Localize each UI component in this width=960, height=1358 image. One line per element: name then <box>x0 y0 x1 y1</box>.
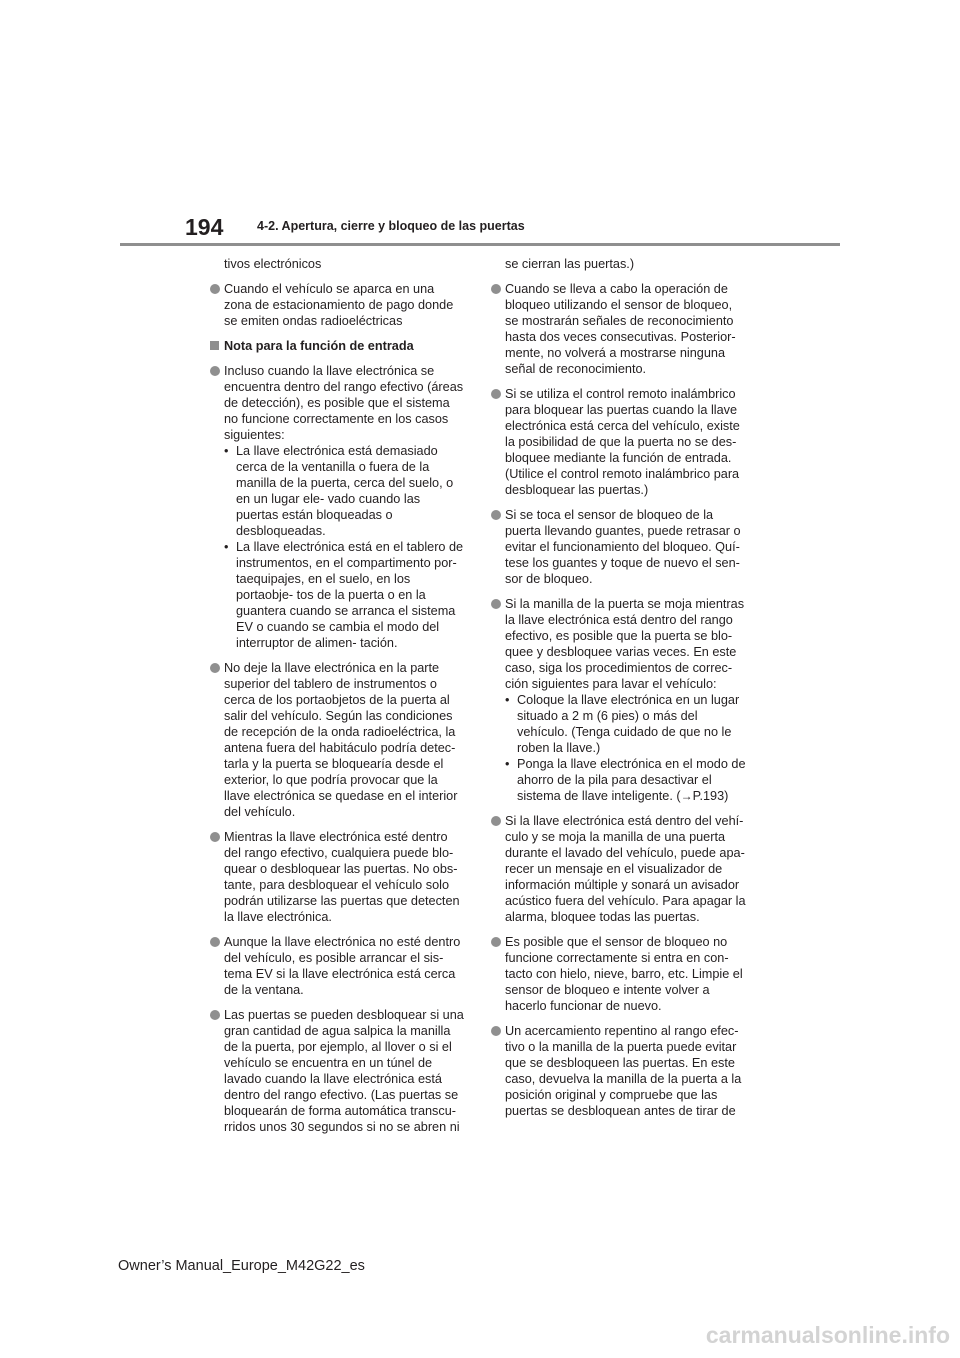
arrow-right-icon: → <box>680 789 693 803</box>
sub-item <box>505 692 746 756</box>
bullet-item <box>210 829 465 925</box>
section-title: 4-2. Apertura, cierre y bloqueo de las puertas <box>257 219 525 233</box>
bullet-text: Si la llave electrónica está dentro del vehí- culo y se moja la manilla de una puerta durante el lavado del vehículo, puede apa- recer un mensaje en el visualizador de información múltiple y sonará un avisador acústico fuera del vehículo. Para apagar la alarma, bloquee todas las puertas. <box>505 814 746 924</box>
sub-item-text: Coloque la llave electrónica en un lugar situado a 2 m (6 pies) o más del vehículo. (Tenga cuidado de que no le roben la llave.) <box>517 693 740 755</box>
bullet-dot-icon <box>210 366 220 376</box>
bullet-dot-icon <box>491 816 501 826</box>
heading-text: Nota para la función de entrada <box>224 339 414 353</box>
bullet-dot-icon <box>491 599 501 609</box>
bullet-item <box>210 281 465 329</box>
sub-bullet-icon: • <box>505 757 510 771</box>
header-divider <box>120 243 840 246</box>
bullet-item <box>210 660 465 820</box>
continued-text: tivos electrónicos <box>224 257 322 271</box>
bullet-dot-icon <box>210 832 220 842</box>
bullet-item <box>491 1023 746 1119</box>
bullet-text: Cuando el vehículo se aparca en una zona de estacionamiento de pago donde se emiten ondas radioeléctricas <box>224 282 454 328</box>
bullet-text: Mientras la llave electrónica esté dentro del rango efectivo, cualquiera puede blo- quear o desbloquear las puertas. No obs- tante, para desbloquear el vehículo solo podrán utilizarse las puertas que detecten la llave electrónica. <box>224 830 460 924</box>
sub-item-text: La llave electrónica está demasiado cerca de la ventanilla o fuera de la manilla de la puerta, cerca del suelo, o en un lugar ele- vado cuando las puertas están bloqueadas o desbloqueadas. <box>236 444 454 538</box>
sub-item <box>224 539 465 651</box>
bullet-dot-icon <box>491 389 501 399</box>
bullet-text: Incluso cuando la llave electrónica se encuentra dentro del rango efectivo (áreas de detección), es posible que el sistema no funcione correctamente en los casos siguientes: <box>224 364 464 442</box>
bullet-item <box>491 813 746 925</box>
bullet-item <box>491 934 746 1014</box>
bullet-item <box>210 363 465 651</box>
bullet-dot-icon <box>491 510 501 520</box>
bullet-dot-icon <box>210 663 220 673</box>
bullet-dot-icon <box>491 284 501 294</box>
left-column <box>210 256 465 1144</box>
bullet-dot-icon <box>210 1010 220 1020</box>
manual-id-footer: Owner’s Manual_Europe_M42G22_es <box>118 1258 365 1274</box>
bullet-text: Si se utiliza el control remoto inalámbrico para bloquear las puertas cuando la llave electrónica está cerca del vehículo, existe la posibilidad de que la puerta no se des- bloquee mediante la función de entrada. (Utilice el control remoto inalámbrico para desbloquear las puertas.) <box>505 387 740 497</box>
bullet-text: Es posible que el sensor de bloqueo no funcione correctamente si entra en con- tacto con hielo, nieve, barro, etc. Limpie el sensor de bloqueo e intente volver a hacerlo funcionar de nuevo. <box>505 935 743 1013</box>
bullet-text: Un acercamiento repentino al rango efec- tivo o la manilla de la puerta puede evitar que se desbloqueen las puertas. En este caso, devuelva la manilla de la puerta a la posición original y compruebe que las puertas se desbloquean antes de tirar de <box>505 1024 742 1118</box>
continued-text: se cierran las puertas.) <box>505 257 635 271</box>
bullet-item <box>210 934 465 998</box>
watermark-logo: carmanualsonline.info <box>705 1322 950 1348</box>
sub-bullet-icon: • <box>224 444 229 458</box>
page-number: 194 <box>185 214 224 240</box>
right-column <box>491 256 746 1128</box>
bullet-item <box>491 281 746 377</box>
bullet-item <box>491 507 746 587</box>
sub-item <box>505 756 746 804</box>
page-reference-link[interactable]: P.193 <box>692 789 725 803</box>
section-heading <box>210 338 465 354</box>
bullet-text: Aunque la llave electrónica no esté dentro del vehículo, es posible arrancar el sis- tema EV si la llave electrónica está cerca de la ventana. <box>224 935 461 997</box>
sub-item-text: La llave electrónica está en el tablero de instrumentos, en el compartimento por- taequipajes, en el suelo, en los portaobje- tos de la puerta o en la guantera cuando se arranca el sistema EV o cuando se cambia el modo del interruptor de alimen- tación. <box>236 540 464 650</box>
bullet-text: Si se toca el sensor de bloqueo de la puerta llevando guantes, puede retrasar o evitar el funcionamiento del bloqueo. Quí- tese los guantes y toque de nuevo el sen- sor de bloqueo. <box>505 508 741 586</box>
bullet-dot-icon <box>491 1026 501 1036</box>
sub-bullet-icon: • <box>505 693 510 707</box>
bullet-dot-icon <box>210 937 220 947</box>
bullet-text: No deje la llave electrónica en la parte superior del tablero de instrumentos o cerca de los portaobjetos de la puerta al salir del vehículo. Según las condiciones de recepción de la onda radioeléctrica, la antena fuera del habitáculo podría detec- tarla y la puerta se bloquearía desde el exterior, lo que podría provocar que la llave electrónica se quedase en el interior del vehículo. <box>224 661 458 819</box>
bullet-text: Si la manilla de la puerta se moja mientras la llave electrónica está dentro del rango efectivo, es posible que la puerta se blo- quee y desbloquee varias veces. En este caso, siga los procedimientos de correc- ción siguientes para lavar el vehículo: <box>505 597 745 691</box>
square-bullet-icon <box>210 341 219 350</box>
bullet-item <box>491 596 746 804</box>
closing-paren: ) <box>724 789 729 803</box>
bullet-text: Las puertas se pueden desbloquear si una gran cantidad de agua salpica la manilla de la puerta, por ejemplo, al llover o si el vehículo se encuentra en un túnel de lavado cuando la llave electrónica está dentro del rango efectivo. (Las puertas se bloquearán de forma automática transcu- rridos unos 30 segundos si no se abren ni <box>224 1008 464 1134</box>
sub-item <box>224 443 465 539</box>
sub-bullet-icon: • <box>224 540 229 554</box>
bullet-item <box>210 1007 465 1135</box>
sub-item-text: Ponga la llave electrónica en el modo de ahorro de la pila para desactivar el sistema de llave inteligente. ( <box>517 757 746 803</box>
bullet-text: Cuando se lleva a cabo la operación de bloqueo utilizando el sensor de bloqueo, se mostrarán señales de reconocimiento hasta dos veces consecutivas. Posterior- mente, no volverá a mostrarse ninguna señal de reconocimiento. <box>505 282 736 376</box>
bullet-item <box>491 386 746 498</box>
bullet-dot-icon <box>491 937 501 947</box>
bullet-dot-icon <box>210 284 220 294</box>
